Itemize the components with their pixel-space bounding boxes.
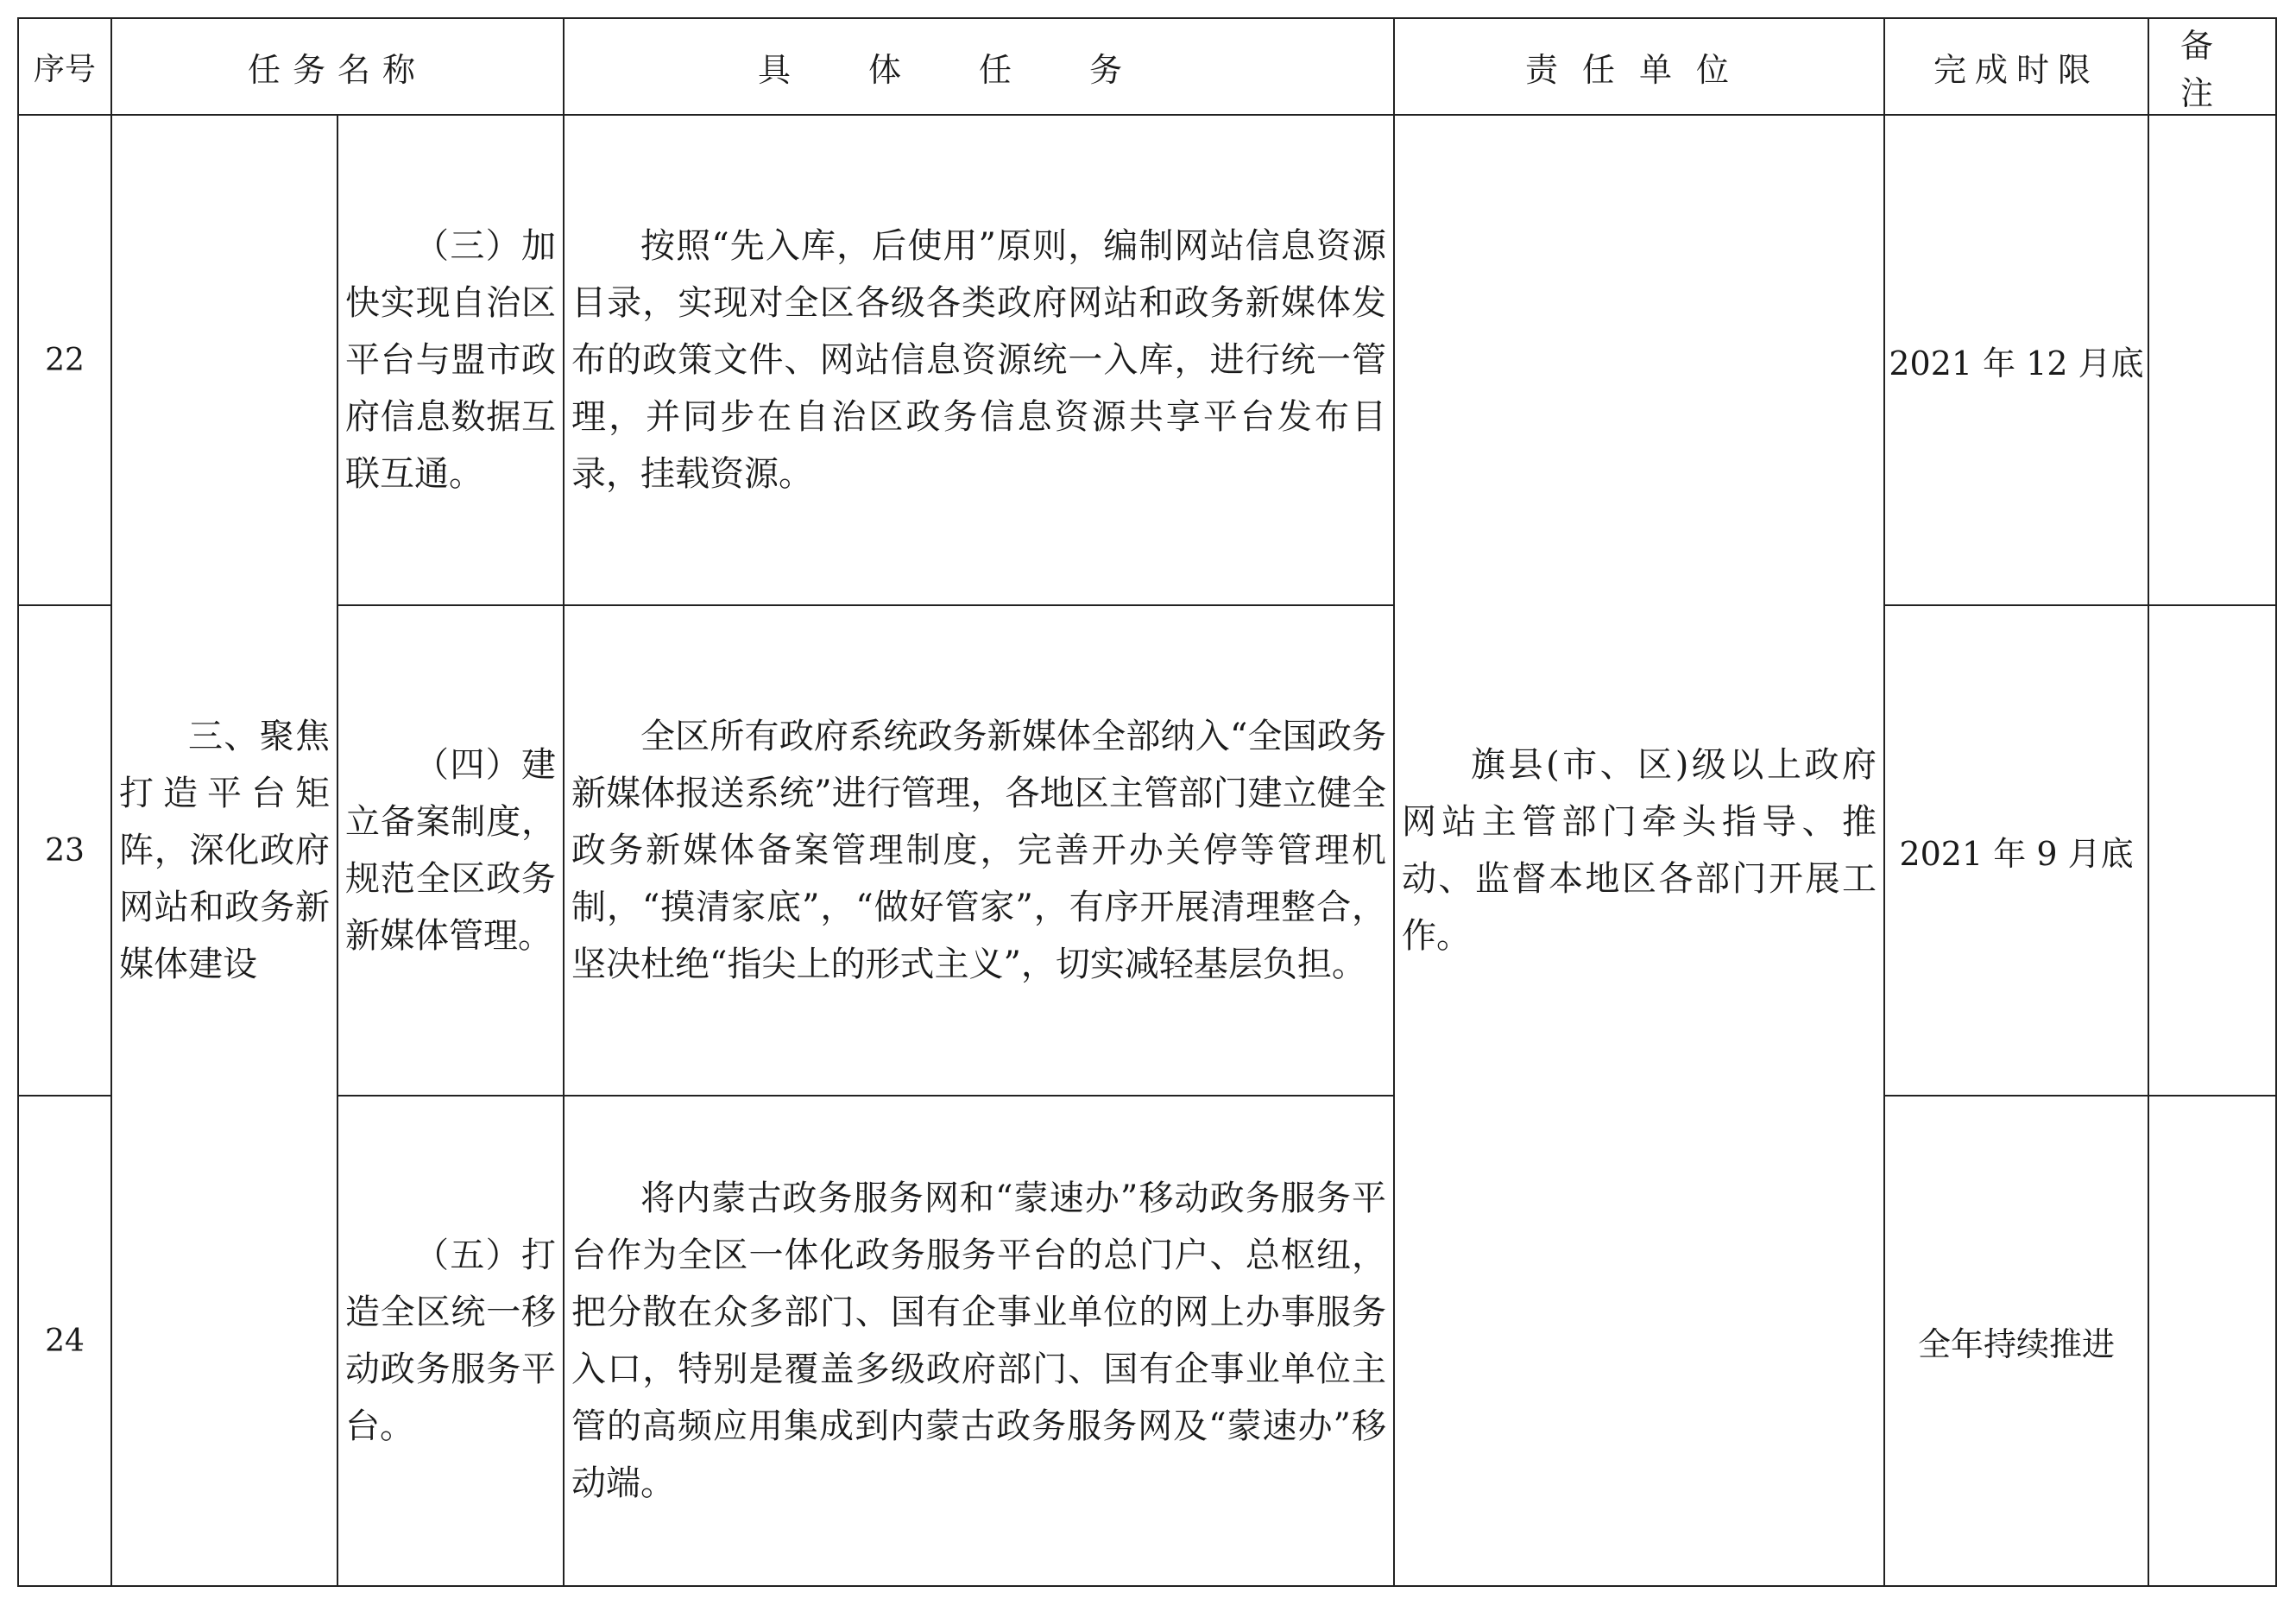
task-category: 三、聚焦打造平台矩阵，深化政府网站和政务新媒体建设 <box>111 115 337 1586</box>
responsible-unit: 旗县(市、区)级以上政府网站主管部门牵头指导、推动、监督本地区各部门开展工作。 <box>1394 115 1884 1586</box>
table-row <box>18 1096 2276 1586</box>
task-table <box>17 17 2277 1587</box>
row-specific-task: 将内蒙古政务服务网和“蒙速办”移动政务服务平台作为全区一体化政务服务平台的总门户、总枢纽，把分散在众多部门、国有企事业单位的网上办事服务入口，特别是覆盖多级政府部门、国有企事业单位主管的高频应用集成到内蒙古政务服务网及“蒙速办”移动端。 <box>564 1096 1394 1586</box>
header-deadline: 完成时限 <box>1884 18 2148 115</box>
row-subtask: （五）打造全区统一移动政务服务平台。 <box>337 1096 564 1586</box>
header-remarks: 备注 <box>2148 18 2276 115</box>
header-seq: 序号 <box>18 18 111 115</box>
row-seq: 23 <box>18 605 111 1096</box>
table-row <box>18 605 2276 1096</box>
header-row <box>18 18 2276 115</box>
header-specific-task: 具体任务 <box>564 18 1394 115</box>
row-subtask: （四）建立备案制度，规范全区政务新媒体管理。 <box>337 605 564 1096</box>
table-row <box>18 115 2276 605</box>
row-subtask: （三）加快实现自治区平台与盟市政府信息数据互联互通。 <box>337 115 564 605</box>
row-specific-task: 全区所有政府系统政务新媒体全部纳入“全国政务新媒体报送系统”进行管理，各地区主管部门建立健全政务新媒体备案管理制度，完善开办关停等管理机制，“摸清家底”，“做好管家”，有序开展清理整合，坚决杜绝“指尖上的形式主义”，切实减轻基层负担。 <box>564 605 1394 1096</box>
row-deadline: 2021 年 9 月底 <box>1884 605 2148 1096</box>
row-seq: 24 <box>18 1096 111 1586</box>
row-specific-task: 按照“先入库，后使用”原则，编制网站信息资源目录，实现对全区各级各类政府网站和政务新媒体发布的政策文件、网站信息资源统一入库，进行统一管理，并同步在自治区政务信息资源共享平台发布目录，挂载资源。 <box>564 115 1394 605</box>
row-seq: 22 <box>18 115 111 605</box>
row-deadline: 全年持续推进 <box>1884 1096 2148 1586</box>
header-responsible-unit: 责任单位 <box>1394 18 1884 115</box>
row-remarks <box>2148 605 2276 1096</box>
row-remarks <box>2148 115 2276 605</box>
row-remarks <box>2148 1096 2276 1586</box>
row-deadline: 2021 年 12 月底 <box>1884 115 2148 605</box>
header-task-name: 任务名称 <box>111 18 564 115</box>
